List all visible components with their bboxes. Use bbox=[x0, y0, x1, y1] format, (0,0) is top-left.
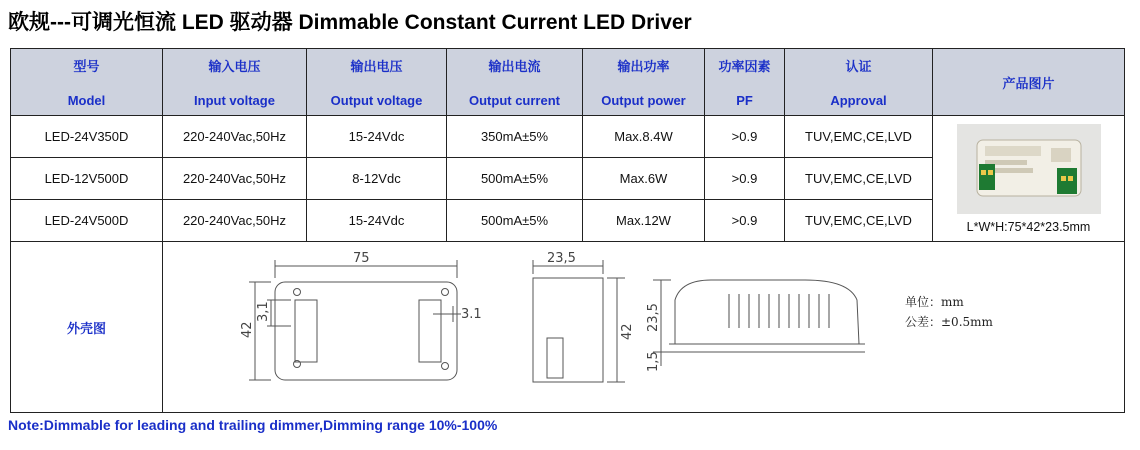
product-photo bbox=[957, 124, 1101, 214]
cell-model: LED-24V500D bbox=[11, 200, 163, 242]
cell-model: LED-12V500D bbox=[11, 158, 163, 200]
cell-output-voltage: 8-12Vdc bbox=[307, 158, 447, 200]
unit-label: 单位：mm bbox=[905, 295, 964, 309]
outline-label: 外壳图 bbox=[66, 320, 106, 336]
dim-height-label: 23,5 bbox=[547, 251, 576, 266]
header-input-voltage: 输入电压 Input voltage bbox=[163, 49, 307, 116]
table-row bbox=[11, 116, 1125, 158]
header-output-power: 输出功率 Output power bbox=[583, 49, 705, 116]
cell-output-power: Max.8.4W bbox=[583, 116, 705, 158]
spec-table bbox=[10, 48, 1125, 413]
cell-output-power: Max.12W bbox=[583, 200, 705, 242]
cell-pf: >0.9 bbox=[705, 116, 785, 158]
dim-width-label: 42 bbox=[240, 321, 255, 338]
cell-input-voltage: 220-240Vac,50Hz bbox=[163, 116, 307, 158]
cell-approval: TUV,EMC,CE,LVD bbox=[785, 116, 933, 158]
cell-approval: TUV,EMC,CE,LVD bbox=[785, 158, 933, 200]
outline-row bbox=[11, 242, 1125, 413]
dim-hole-diameter-label: 3.1 bbox=[461, 307, 482, 322]
page-title: 欧规---可调光恒流 LED 驱动器 Dimmable Constant Current LED Driver bbox=[8, 11, 692, 34]
cell-pf: >0.9 bbox=[705, 158, 785, 200]
product-picture-cell bbox=[933, 116, 1125, 242]
dim-front-height-label: 23,5 bbox=[646, 303, 661, 332]
header-product-picture: 产品图片 bbox=[933, 49, 1125, 116]
cell-pf: >0.9 bbox=[705, 200, 785, 242]
dim-length-label: 75 bbox=[353, 251, 370, 266]
cell-approval: TUV,EMC,CE,LVD bbox=[785, 200, 933, 242]
dimming-note: Note:Dimmable for leading and trailing dimmer,Dimming range 10%-100% bbox=[8, 417, 498, 433]
header-row bbox=[11, 49, 1125, 116]
header-approval: 认证 Approval bbox=[785, 49, 933, 116]
dim-side-width-label: 42 bbox=[620, 323, 635, 340]
cell-output-current: 350mA±5% bbox=[447, 116, 583, 158]
header-model: 型号 Model bbox=[11, 49, 163, 116]
cell-output-current: 500mA±5% bbox=[447, 158, 583, 200]
product-dimensions: L*W*H:75*42*23.5mm bbox=[966, 219, 1091, 234]
outline-label-cell bbox=[11, 242, 163, 413]
cell-input-voltage: 220-240Vac,50Hz bbox=[163, 158, 307, 200]
header-pf: 功率因素 PF bbox=[705, 49, 785, 116]
cell-output-power: Max.6W bbox=[583, 158, 705, 200]
outline-drawing-cell bbox=[163, 242, 1125, 413]
header-output-voltage: 输出电压 Output voltage bbox=[307, 49, 447, 116]
cell-input-voltage: 220-240Vac,50Hz bbox=[163, 200, 307, 242]
dim-front-base-label: 1,5 bbox=[646, 351, 661, 372]
dim-hole-offset-label: 3,1 bbox=[256, 301, 271, 322]
cell-output-voltage: 15-24Vdc bbox=[307, 116, 447, 158]
header-output-current: 输出电流 Output current bbox=[447, 49, 583, 116]
cell-output-current: 500mA±5% bbox=[447, 200, 583, 242]
cell-output-voltage: 15-24Vdc bbox=[307, 200, 447, 242]
outline-drawing bbox=[163, 242, 1123, 412]
cell-model: LED-24V350D bbox=[11, 116, 163, 158]
tolerance-label: 公差：±0.5mm bbox=[905, 315, 993, 329]
